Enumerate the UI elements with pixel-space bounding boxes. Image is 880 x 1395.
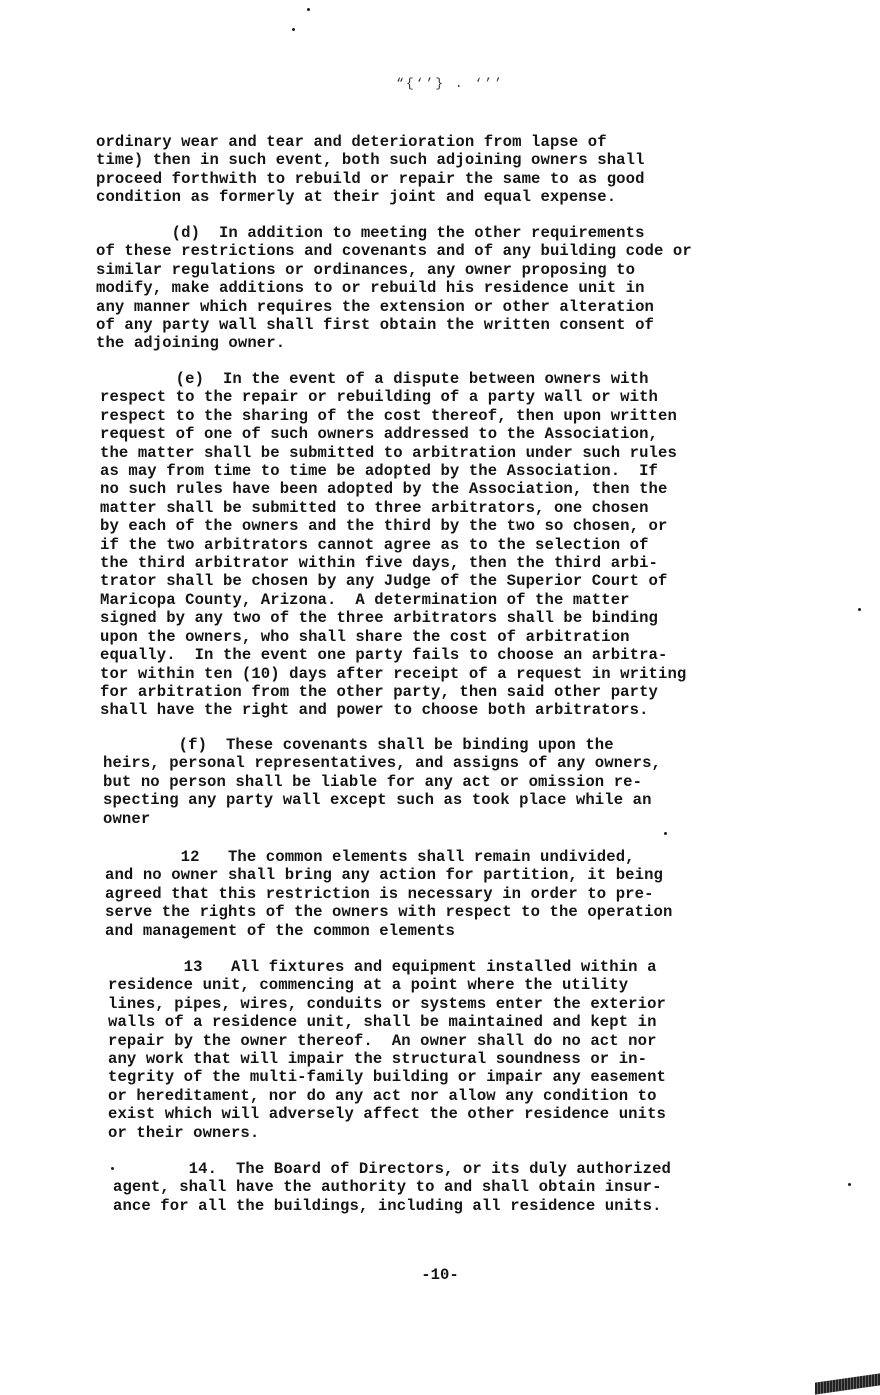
paragraph-e: (e) In the event of a dispute between owners with respect to the repair or rebuilding of a party wall or with respect to the sharing of the cost thereof, then upon written request of one of such owners addressed to the Association, the matter shall be submitted to arbitration under such rules as may from time to time be adopted by the Association. If no such rules have been adopted by the Association, then the matter shall be submitted to three arbitrators, one chosen by each of the owners and the third by the two so chosen, or if the two arbitrators cannot agree as to the selection of the third arbitrator within five days, then the third arbi- trator shall be chosen by any Judge of the Superior Court of Maricopa County, Arizona. A determination of the matter signed by any two of the three arbitrators shall be binding upon the owners, who shall share the cost of arbitration equally. In the event one party fails to choose an arbitra- tor within ten (10) days after receipt of a request in writing for arbitration from the other party, then said other party shall have the right and power to choose both arbitrators. <box>100 370 687 720</box>
paragraph-f: (f) These covenants shall be binding upon the heirs, personal representatives, and assigns of any owners, but no person shall be liable for any act or omission re- specting any party wall except such as took place while an owner <box>103 736 662 828</box>
scan-edge-mark <box>815 1373 880 1394</box>
scan-speck <box>292 28 295 31</box>
scan-speck <box>848 1183 851 1186</box>
paragraph-d: (d) In addition to meeting the other requirements of these restrictions and covenants and of any building code or similar regulations or ordinances, any owner proposing to modify, make additions to or rebuild his residence unit in any manner which requires the extension or other alteration of any party wall shall first obtain the written consent of the adjoining owner. <box>96 224 692 353</box>
scan-speck <box>858 608 861 611</box>
scan-speck <box>307 8 310 11</box>
scan-speck <box>664 832 667 835</box>
paragraph-13: 13 All fixtures and equipment installed within a residence unit, commencing at a point where the utility lines, pipes, wires, conduits or systems enter the exterior walls of a residence unit, shall be maintained and kept in repair by the owner thereof. An owner shall do no act nor any work that will impair the structural soundness or in- tegrity of the multi-family building or impair any easement or hereditament, nor do any act nor allow any condition to exist which will adversely affect the other residence units or their owners. <box>108 958 667 1142</box>
page-number: -10- <box>421 1266 459 1284</box>
paragraph-14: 14. The Board of Directors, or its duly authorized agent, shall have the authority to and shall obtain insur- ance for all the buildings, including all residence units. <box>113 1160 672 1215</box>
paragraph-continuation: ordinary wear and tear and deterioration from lapse of time) then in such event, both such adjoining owners shall proceed forthwith to rebuild or repair the same to as good condition as formerly at their joint and equal expense. <box>96 133 645 207</box>
header-mark: “{‘’} . ‘’’ <box>396 76 504 91</box>
paragraph-12: 12 The common elements shall remain undivided, and no owner shall bring any action for partition, it being agreed that this restriction is necessary in order to pre- serve the rights of the owners with respect to the operation and management of the common elements <box>105 848 673 940</box>
